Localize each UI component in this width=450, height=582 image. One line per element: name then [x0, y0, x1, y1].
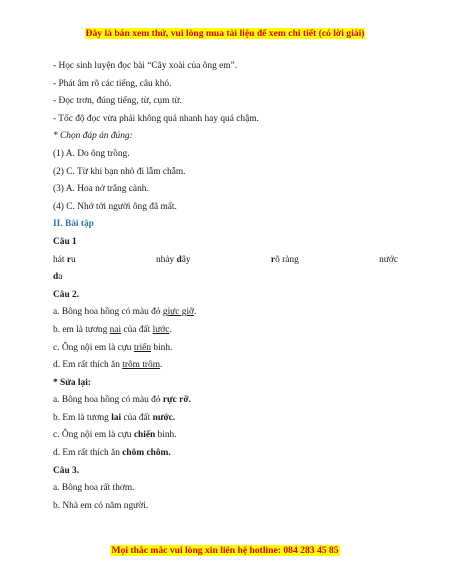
reading-tip: - Tốc độ đọc vừa phải không quá nhanh hay quá chậm. [53, 113, 259, 124]
question-3-title: Câu 3. [53, 465, 80, 476]
answer-line: (2) C. Từ khi bạn nhỏ đi lẫm chẫm. [53, 166, 186, 177]
error-sentence: b. em là tương nai của đất lước. [53, 324, 172, 335]
hotline-text: Mọi thắc mắc vui lòng xin liên hệ hotline: 084 283 45 85 [111, 545, 339, 556]
error-sentence: a. Bông hoa hồng có màu đỏ giực giỡ. [53, 307, 197, 318]
question-1-words [53, 252, 398, 270]
sentence-item: b. Nhà em có năm người. [53, 500, 149, 511]
preview-notice-text: Đây là bản xem thử, vui lòng mua tài liệu để xem chi tiết (có lời giải) [85, 28, 365, 39]
word-item: hát ru [53, 254, 76, 265]
reading-tip: - Phát âm rõ các tiếng, câu khó. [53, 78, 172, 89]
correction-heading: * Sửa lại: [53, 377, 91, 388]
answer-line: (3) A. Hoa nở trắng cành. [53, 184, 149, 195]
reading-tip: - Đọc trơn, đúng tiếng, từ, cụm từ. [53, 96, 182, 107]
word-item-wrapped: da [53, 272, 63, 283]
corrected-sentence: d. Em rất thích ăn chôm chôm. [53, 448, 171, 459]
word-item: rõ ràng [270, 254, 299, 265]
word-item: nước [379, 254, 398, 265]
sentence-item: a. Bông hoa rất thơm. [53, 483, 135, 494]
error-sentence: d. Em rất thích ăn trôm trôm. [53, 360, 163, 371]
hotline-banner [0, 545, 450, 556]
reading-tip: - Học sinh luyện đọc bài “Cây xoài của ông em”. [53, 61, 238, 71]
answer-line: (4) C. Nhớ tới người ông đã mất. [53, 201, 177, 212]
section-title: II. Bài tập [53, 219, 94, 230]
answers-heading: * Chọn đáp án đúng: [53, 131, 133, 142]
corrected-sentence: a. Bông hoa hồng có màu đỏ rực rỡ. [53, 395, 191, 406]
preview-notice-banner [0, 28, 450, 39]
corrected-sentence: b. Em là tương lai của đất nước. [53, 412, 176, 423]
corrected-sentence: c. Ông nội em là cựu chiến binh. [53, 430, 177, 441]
error-sentence: c. Ông nội em là cựu triến binh. [53, 342, 173, 353]
answer-line: (1) A. Do ông trồng. [53, 148, 130, 159]
document-body [53, 58, 398, 515]
question-1-title: Câu 1 [53, 236, 77, 247]
word-item: nhảy dây [155, 254, 191, 265]
question-2-title: Câu 2. [53, 289, 80, 300]
